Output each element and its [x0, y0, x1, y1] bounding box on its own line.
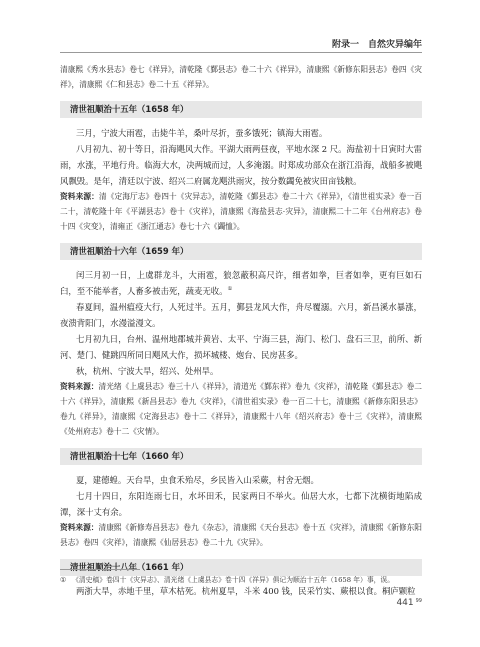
year-heading: 清世祖顺治十八年（1661 年） — [60, 559, 422, 576]
event-paragraph — [60, 331, 422, 363]
header-rule — [60, 52, 422, 53]
event-text: 七月十四日，东阳连雨七日，水坏田禾，民家两日不举火。仙居大水，七都下沈横街地陷成潭，深十丈有余。 — [60, 491, 422, 517]
event-text: 七月初九日，台州、温州地郡城并黄岩、太平、宁海三县，海门、松门、盘石三卫，前所、新河、楚门、健跳四所同日飓风大作，损坏城楼、炮台、民房甚多。 — [60, 334, 422, 360]
running-head: 附录一 自然灾异编年 — [331, 40, 422, 50]
sources-lead: 资料来源： — [60, 192, 99, 201]
event-text: 春夏间，温州瘟疫大行，人死过半。五月，鄞县龙风大作，舟尽覆溺。六月，新昌溪水暴涨，夜溃背阳门，水漫溢漫文。 — [60, 302, 422, 328]
sources-lead: 资料来源： — [60, 523, 99, 532]
event-text: 秋，杭州、宁波大旱，绍兴、处州旱。 — [76, 366, 219, 376]
sources-text: 清康熙《新修寿昌县志》卷九《杂志》，清康熙《天台县志》卷十五《灾祥》，清康熙《新修东阳县志》卷四《灾祥》，清康熙《仙居县志》卷二十九《灾异》。 — [60, 523, 422, 547]
event-text: 三月，宁波大雨雹，击毙牛羊，桑叶尽折，蚕多饿死；镇海大雨雹。 — [76, 128, 328, 138]
sources-text: 清康熙《秀水县志》卷七《祥异》，清乾隆《鄞县志》卷二十六《祥异》，清康熙《新修东阳县志》卷四《灾祥》，清康熙《仁和县志》卷二十五《祥异》。 — [60, 65, 422, 89]
footnote-text: 《清史稿》卷四十《灾异志》、清光绪《上虞县志》卷十四《祥异》俱记为顺治十五年（1658 年）事，误。 — [72, 576, 395, 584]
footnote-mark: ① — [60, 576, 67, 584]
event-paragraph — [60, 141, 422, 189]
sources-text: 清《定海厅志》卷四十《灾异志》，清乾隆《鄞县志》卷二十六《祥异》，《清世祖实录》卷一百二十，清乾隆十年《平湖县志》卷十《灾祥》，清康熙《海盐县志·灾异》，清康熙二十二年《台州府志》卷十四《灾变》，清雍正《浙江通志》卷七十六《蠲恤》。 — [60, 192, 422, 231]
sources-paragraph — [60, 520, 422, 550]
page-number-suffix: 99 — [415, 598, 422, 604]
event-text: 闰三月初一日，上虞群龙斗，大雨雹，狼忽蔽积高尺许，细者如拳，巨者如拳，更有巨如石臼，至不能举者，人畜多被击死，蔬麦无收。 — [60, 270, 422, 296]
event-paragraph — [60, 488, 422, 520]
sources-lead: 资料来源： — [60, 382, 99, 391]
sources-paragraph — [60, 189, 422, 234]
event-paragraph — [60, 267, 422, 299]
page-number-value: 441 — [396, 598, 414, 608]
footnote-ref: ① — [227, 286, 233, 293]
footnote-rule — [60, 569, 140, 570]
event-text: 两浙大旱，赤地千里，草木枯死。杭州夏旱，斗米 400 钱，民采竹实、蕨根以食。桐庐颗粒 — [76, 586, 416, 596]
sources-continued — [60, 62, 422, 92]
footnote — [60, 575, 422, 585]
year-heading: 清世祖顺治十七年（1660 年） — [60, 448, 422, 465]
event-text: 八月初九、初十等日，沿海飓风大作。平湖大雨两昼夜，平地水深 2 尺。海盐初十日寅时大雷雨，水涨，平地行舟。临海大水，决两城而过，人多淹溺。时郑成功部众在浙江沿海，战船多被飓风飘毁。是年，清廷以宁波、绍兴二府属龙飓洪雨灾，按分数蠲免被灾田亩钱粮。 — [60, 144, 422, 186]
event-paragraph — [60, 363, 422, 379]
year-heading: 清世祖顺治十五年（1658 年） — [60, 101, 422, 118]
event-paragraph — [60, 472, 422, 488]
event-paragraph — [60, 583, 422, 599]
event-text: 夏，建德蝗。天台旱，虫食禾殆尽，乡民皆入山采蕨，村舍无烟。 — [76, 475, 319, 485]
main-text — [60, 62, 422, 599]
sources-text: 清光绪《上虞县志》卷三十八《祥异》，清道光《鄞东祥》卷九《灾祥》，清乾隆《鄞县志》卷二十六《祥异》，清康熙《新昌县志》卷九《灾祥》，《清世祖实录》卷一百二十七，清康熙《新修东阳县志》卷九《祥异》，清康熙《定海县志》卷十二《祥异》，清康熙十八年《绍兴府志》卷十三《灾祥》，清康熙《处州府志》卷十二《灾情》。 — [60, 382, 422, 436]
sources-paragraph — [60, 379, 422, 439]
page-number — [396, 598, 422, 608]
event-paragraph — [60, 299, 422, 331]
year-heading: 清世祖顺治十六年（1659 年） — [60, 243, 422, 260]
event-paragraph — [60, 125, 422, 141]
